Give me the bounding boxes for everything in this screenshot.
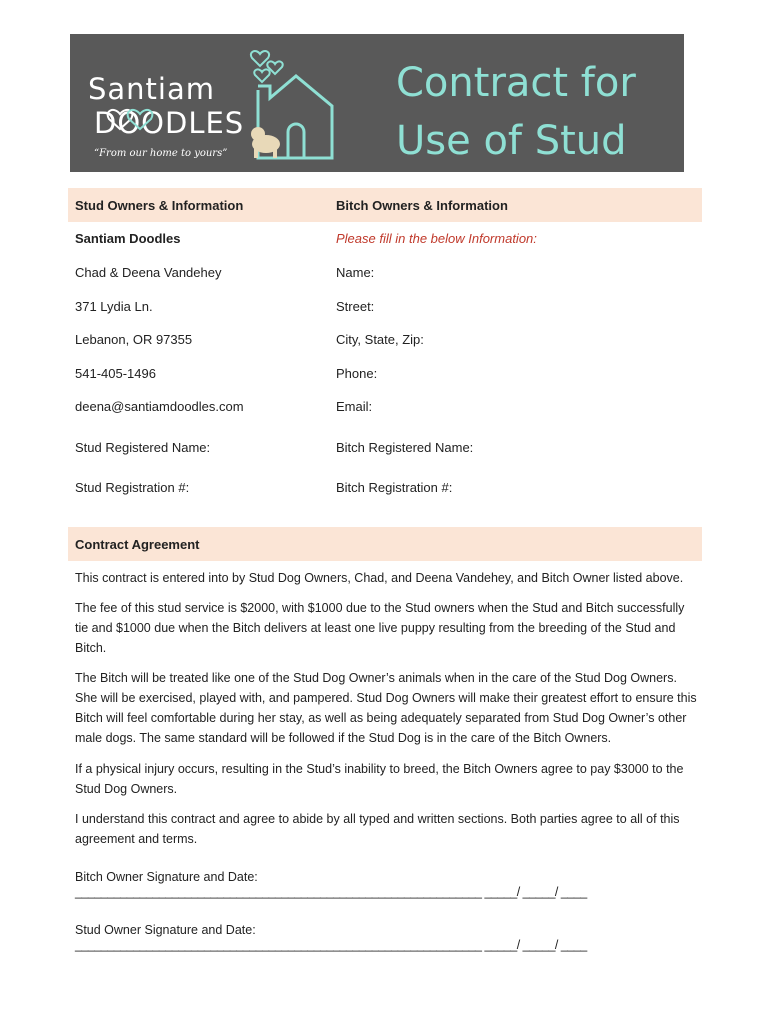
header-banner	[70, 34, 684, 172]
bitch-owner-signature-label: Bitch Owner Signature and Date:	[75, 870, 258, 884]
agreement-paragraph-care: The Bitch will be treated like one of the Stud Dog Owner’s animals when in the care of the Stud Dog Owners. She will be exercised, played with, and pampered. Stud Dog Owners will make their greatest effort to ensure this Bitch will feel comfortable during her stay, as well as being adequately separated from Stud Dog Owner’s other male dogs. The same standard will be followed if the Stud Dog is in the care of the Bitch Owners.	[75, 671, 697, 745]
bitch-registration-field[interactable]: Bitch Registration #:	[336, 480, 453, 495]
stud-owners-heading: Stud Owners & Information	[75, 197, 244, 213]
document-title	[396, 54, 676, 170]
agreement-paragraph-fee: The fee of this stud service is $2000, with $1000 due to the Stud owners when the Stud and Bitch successfully tie and $1000 due when the Bitch delivers at least one live puppy resulting from the breeding of the Stud and Bitch.	[75, 601, 685, 655]
title-line-2: Use of Stud	[396, 118, 627, 164]
bitch-fill-instruction: Please fill in the below Information:	[336, 231, 537, 246]
bitch-street-field[interactable]: Street:	[336, 299, 375, 314]
logo-tagline: “From our home to yours”	[94, 148, 228, 159]
stud-owner-city: Lebanon, OR 97355	[75, 332, 193, 347]
stud-owner-street: 371 Lydia Ln.	[75, 299, 153, 314]
bitch-name-field[interactable]: Name:	[336, 265, 375, 280]
stud-registered-name-label: Stud Registered Name:	[75, 440, 211, 455]
agreement-paragraph-injury: If a physical injury occurs, resulting in the Stud’s inability to breed, the Bitch Owners agree to pay $3000 to the Stud Dog Owners.	[75, 762, 684, 796]
bitch-owners-heading: Bitch Owners & Information	[336, 197, 508, 213]
bitch-phone-field[interactable]: Phone:	[336, 366, 378, 381]
bitch-owner-signature-line[interactable]: _______________________________________________________________ _____/ _____/ ____	[75, 885, 587, 899]
logo-text-santiam: Santiam	[88, 72, 216, 106]
agreement-section-header	[68, 527, 702, 561]
stud-registration-label: Stud Registration #:	[75, 480, 190, 495]
stud-owner-signature-label: Stud Owner Signature and Date:	[75, 923, 256, 937]
stud-owner-signature-line[interactable]: _______________________________________________________________ _____/ _____/ ____	[75, 938, 587, 952]
bitch-city-state-zip-field[interactable]: City, State, Zip:	[336, 332, 424, 347]
logo-text-doodles: DOODLES	[94, 106, 245, 140]
bitch-email-field[interactable]: Email:	[336, 399, 373, 414]
bitch-registered-name-field[interactable]: Bitch Registered Name:	[336, 440, 474, 455]
stud-owner-names: Chad & Deena Vandehey	[75, 265, 222, 280]
stud-owner-phone: 541-405-1496	[75, 366, 156, 381]
agreement-heading: Contract Agreement	[75, 536, 200, 552]
agreement-paragraph-acknowledge: I understand this contract and agree to abide by all typed and written sections. Both parties agree to all of this agreement and terms.	[75, 812, 680, 846]
agreement-paragraph-intro: This contract is entered into by Stud Dog Owners, Chad, and Deena Vandehey, and Bitch Owner listed above.	[75, 571, 684, 585]
title-line-1: Contract for	[396, 60, 636, 106]
stud-owner-email: deena@santiamdoodles.com	[75, 399, 244, 414]
stud-owner-kennel: Santiam Doodles	[75, 231, 181, 246]
owners-section-header	[68, 188, 702, 222]
